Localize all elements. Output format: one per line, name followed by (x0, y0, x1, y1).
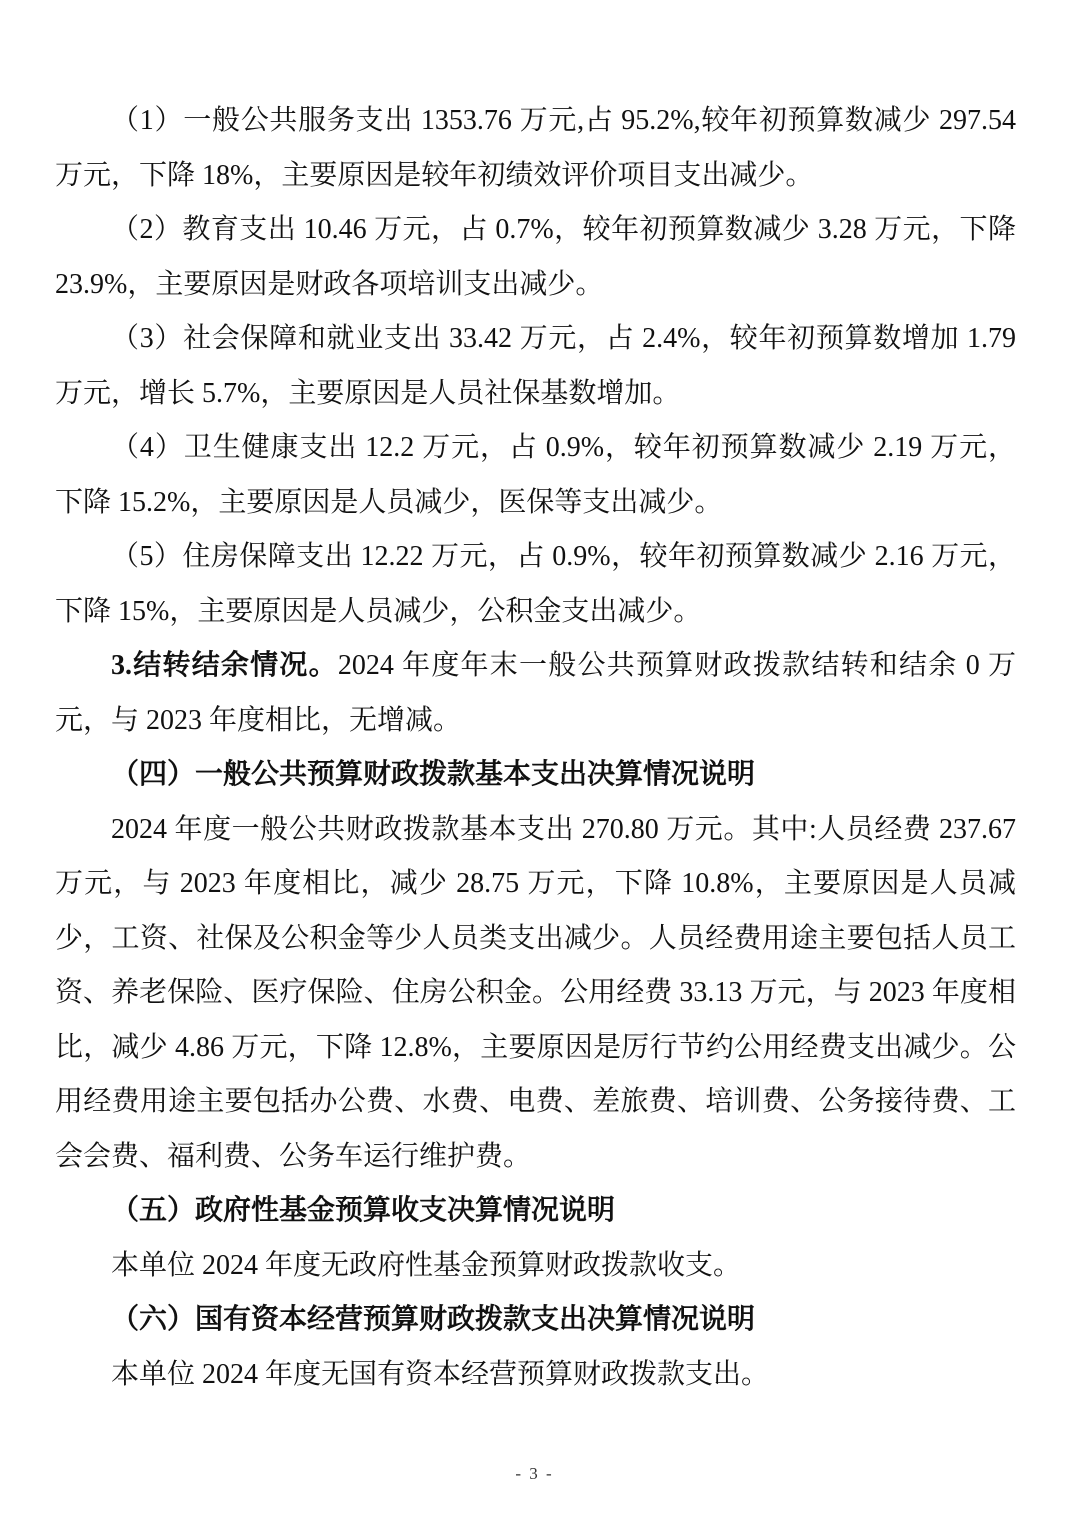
section-heading: （四）一般公共预算财政拨款基本支出决算情况说明 (111, 759, 756, 790)
body-paragraph: 本单位 2024 年度无政府性基金预算财政拨款收支。 (111, 1249, 742, 1281)
body-paragraph: 3.结转结余情况。2024 年度年末一般公共预算财政拨款结转和结余 0 万元，与 2023 年度相比，无增减。 (55, 650, 1016, 736)
section-heading: （五）政府性基金预算收支决算情况说明 (111, 1195, 616, 1226)
page-footer (0, 1462, 1069, 1486)
body-paragraph: 本单位 2024 年度无国有资本经营预算财政拨款支出。 (111, 1358, 770, 1390)
body-paragraph: （3）社会保障和就业支出 33.42 万元，占 2.4%，较年初预算数增加 1.79 万元，增长 5.7%，主要原因是人员社保基数增加。 (55, 323, 1016, 409)
body-paragraph: （2）教育支出 10.46 万元，占 0.7%，较年初预算数减少 3.28 万元，下降 23.9%，主要原因是财政各项培训支出减少。 (55, 214, 1016, 300)
body-paragraph: （1）一般公共服务支出 1353.76 万元,占 95.2%,较年初预算数减少 297.54 万元，下降 18%，主要原因是较年初绩效评价项目支出减少。 (55, 105, 1016, 191)
body-paragraph: （4）卫生健康支出 12.2 万元，占 0.9%，较年初预算数减少 2.19 万元，下降 15.2%，主要原因是人员减少，医保等支出减少。 (55, 432, 1016, 518)
page-number: - 3 - (515, 1464, 554, 1483)
body-paragraph: 2024 年度一般公共财政拨款基本支出 270.80 万元。其中:人员经费 237.67 万元，与 2023 年度相比，减少 28.75 万元，下降 10.8%，主要原因是人员减少，工资、社保及公积金等少人员类支出减少。人员经费用途主要包括人员工资、养老保险、医疗保险、住房公积金。公用经费 33.13 万元，与 2023 年度相比，减少 4.86 万元，下降 12.8%，主要原因是厉行节约公用经费支出减少。公用经费用途主要包括办公费、水费、电费、差旅费、培训费、公务接待费、工会会费、福利费、公务车运行维护费。 (55, 813, 1016, 1172)
document-text-block (55, 94, 1016, 1402)
section-heading: （六）国有资本经营预算财政拨款支出决算情况说明 (111, 1304, 756, 1335)
paragraph-bold-lead: 3.结转结余情况。 (111, 650, 338, 681)
body-paragraph: （5）住房保障支出 12.22 万元，占 0.9%，较年初预算数减少 2.16 万元，下降 15%，主要原因是人员减少，公积金支出减少。 (55, 541, 1016, 627)
